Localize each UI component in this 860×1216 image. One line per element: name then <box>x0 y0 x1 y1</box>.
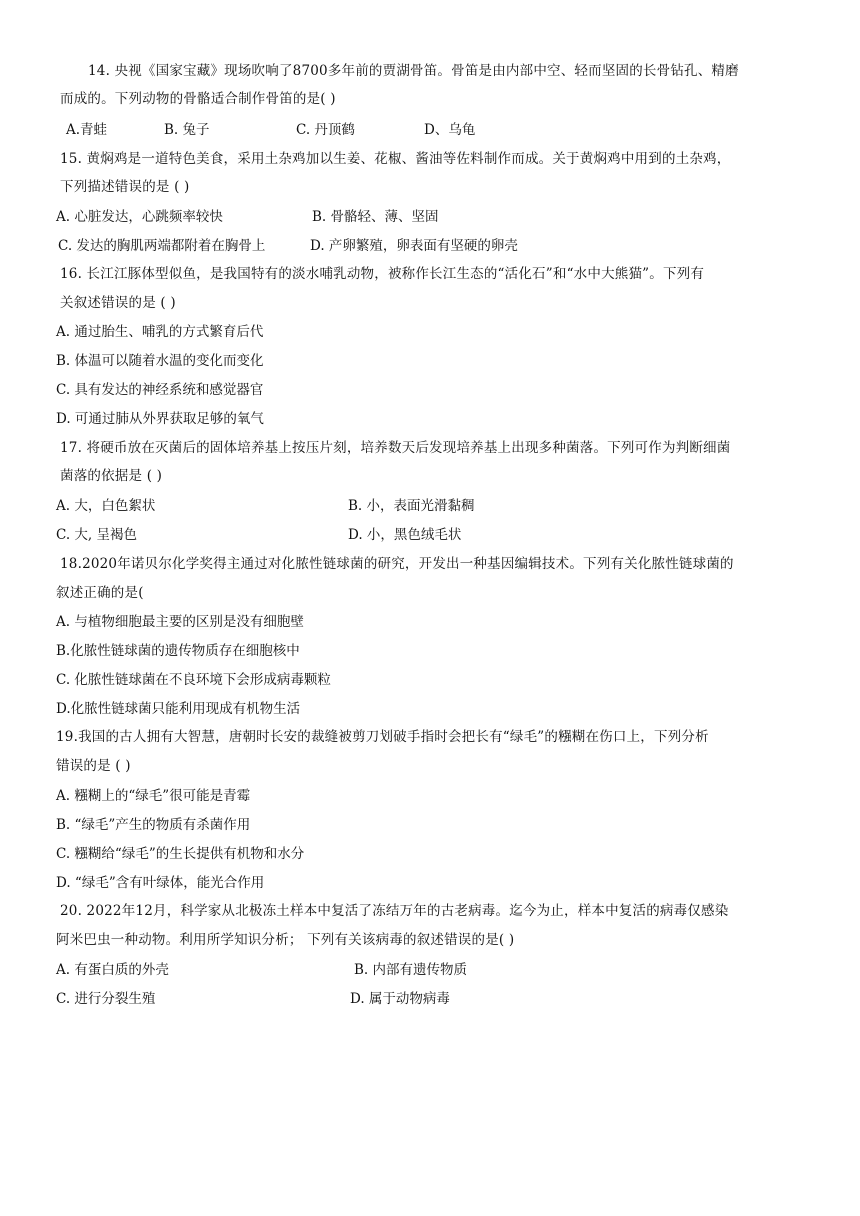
option-a: A. 心脏发达，心跳频率较快 <box>56 209 223 225</box>
option-a: A. 大，白色絮状 <box>56 498 156 514</box>
option-b: B. 兔子 <box>164 122 210 138</box>
option-a: A. 与植物细胞最主要的区别是没有细胞壁 <box>56 614 304 630</box>
question-stem-line: 20. 2022年12月，科学家从北极冻土样本中复活了冻结万年的古老病毒。迄今为止，样本中复活的病毒仅感染 <box>60 903 729 919</box>
option-d: D. 属于动物病毒 <box>350 991 450 1007</box>
option-d: D. 小，黑色绒毛状 <box>348 527 462 543</box>
option-d: D. “绿毛”含有叶绿体，能光合作用 <box>56 875 265 891</box>
option-d: D. 产卵繁殖，卵表面有坚硬的卵壳 <box>310 238 518 254</box>
option-b: B. 内部有遗传物质 <box>354 962 468 978</box>
question-stem-line: 16. 长江江豚体型似鱼，是我国特有的淡水哺乳动物，被称作长江生态的“活化石”和“水中大熊猫”。下列有 <box>60 266 705 282</box>
question-stem-line: 15. 黄焖鸡是一道特色美食，采用土杂鸡加以生姜、花椒、酱油等佐料制作而成。关于黄焖鸡中用到的土杂鸡， <box>60 151 731 167</box>
option-d: D.化脓性链球菌只能利用现成有机物生活 <box>56 701 301 717</box>
option-c: C. 具有发达的神经系统和感觉器官 <box>56 382 264 398</box>
option-b: B. “绿毛”产生的物质有杀菌作用 <box>56 817 251 833</box>
option-a: A. 有蛋白质的外壳 <box>56 962 169 978</box>
question-stem-line: 19.我国的古人拥有大智慧，唐朝时长安的裁缝被剪刀划破手指时会把长有“绿毛”的糨糊在伤口上，下列分析 <box>56 729 709 745</box>
question-stem-line: 阿米巴虫一种动物。利用所学知识分析； 下列有关该病毒的叙述错误的是( ) <box>56 932 515 948</box>
option-c: C. 化脓性链球菌在不良环境下会形成病毒颗粒 <box>56 672 331 688</box>
option-a: A. 通过胎生、哺乳的方式繁育后代 <box>56 324 264 340</box>
question-stem-line: 错误的是 ( ) <box>56 758 131 774</box>
question-stem-line: 关叙述错误的是 ( ) <box>60 295 176 311</box>
option-a: A.青蛙 <box>66 122 108 138</box>
option-d: D. 可通过肺从外界获取足够的氧气 <box>56 411 264 427</box>
option-c: C. 糨糊给“绿毛”的生长提供有机物和水分 <box>56 846 305 862</box>
question-stem-line: 而成的。下列动物的骨骼适合制作骨笛的是( ) <box>60 91 336 107</box>
option-b: B. 骨骼轻、薄、坚固 <box>312 209 439 225</box>
option-b: B.化脓性链球菌的遗传物质存在细胞核中 <box>56 643 300 659</box>
option-c: C. 进行分裂生殖 <box>56 991 156 1007</box>
question-stem-line: 14. 央视《国家宝藏》现场吹响了8700多年前的贾湖骨笛。骨笛是由内部中空、轻而坚固的长骨钻孔、精磨 <box>88 63 739 79</box>
option-a: A. 糨糊上的“绿毛”很可能是青霉 <box>56 788 251 804</box>
option-c: C. 发达的胸肌两端都附着在胸骨上 <box>58 238 266 254</box>
option-c: C. 大, 呈褐色 <box>56 527 138 543</box>
option-b: B. 体温可以随着水温的变化而变化 <box>56 353 264 369</box>
question-stem-line: 下列描述错误的是 ( ) <box>60 179 190 195</box>
option-c: C. 丹顶鹤 <box>296 122 355 138</box>
question-stem-line: 18.2020年诺贝尔化学奖得主通过对化脓性链球菌的研究，开发出一种基因编辑技术。下列有关化脓性链球菌的 <box>60 556 734 572</box>
question-stem-line: 17. 将硬币放在灭菌后的固体培养基上按压片刻，培养数天后发现培养基上出现多种菌落。下列可作为判断细菌 <box>60 440 731 456</box>
question-stem-line: 叙述正确的是( <box>56 585 144 601</box>
option-b: B. 小，表面光滑黏稠 <box>348 498 475 514</box>
question-stem-line: 菌落的依据是 ( ) <box>60 468 163 484</box>
option-d: D、乌龟 <box>424 122 476 138</box>
